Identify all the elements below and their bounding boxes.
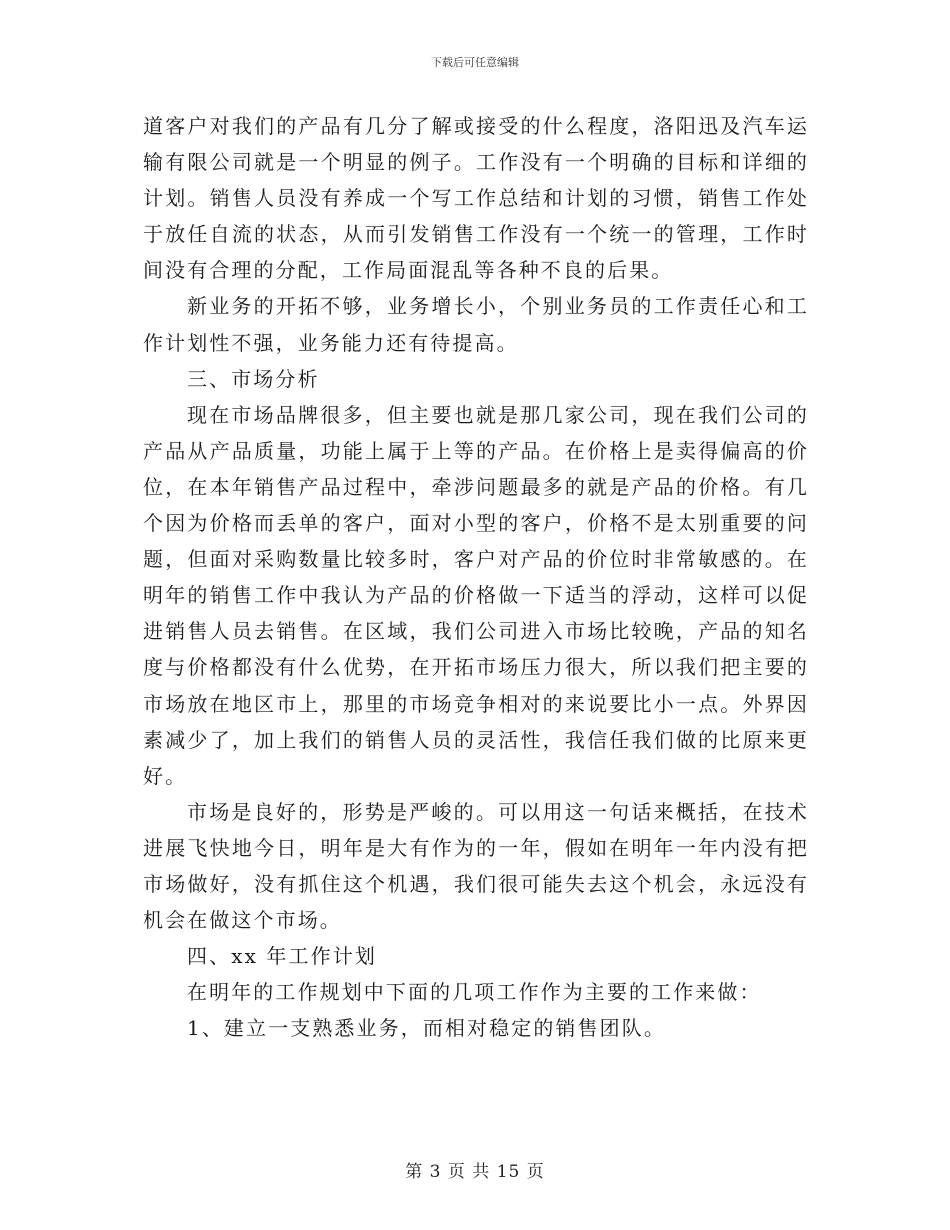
paragraph: 道客户对我们的产品有几分了解或接受的什么程度，洛阳迅及汽车运输有限公司就是一个明显的例子。工作没有一个明确的目标和详细的计划。销售人员没有养成一个写工作总结和计划的习惯，销售工作处于放任自流的状态，从而引发销售工作没有一个统一的管理，工作时间没有合理的分配，工作局面混乱等各种不良的后果。: [143, 114, 809, 283]
page-header: 下载后可任意编辑: [431, 56, 519, 69]
document-body: [143, 108, 809, 1046]
paragraph: 市场是良好的，形势是严峻的。可以用这一句话来概括，在技术进展飞快地今日，明年是大有作为的一年，假如在明年一年内没有把市场做好，没有抓住这个机遇，我们很可能失去这个机会，永远没有机会在做这个市场。: [143, 799, 809, 933]
section-heading: 四、xx 年工作计划: [187, 944, 377, 969]
page-number: 第 3 页 共 15 页: [405, 1162, 545, 1182]
paragraph: 现在市场品牌很多，但主要也就是那几家公司，现在我们公司的产品从产品质量，功能上属于上等的产品。在价格上是卖得偏高的价位，在本年销售产品过程中，牵涉问题最多的就是产品的价格。有几个因为价格而丢单的客户，面对小型的客户，价格不是太别重要的问题，但面对采购数量比较多时，客户对产品的价位时非常敏感的。在明年的销售工作中我认为产品的价格做一下适当的浮动，这样可以促进销售人员去销售。在区域，我们公司进入市场比较晚，产品的知名度与价格都没有什么优势，在开拓市场压力很大，所以我们把主要的市场放在地区市上，那里的市场竞争相对的来说要比小一点。外界因素减少了，加上我们的销售人员的灵活性，我信任我们做的比原来更好。: [143, 402, 809, 788]
section-heading: 三、市场分析: [187, 366, 320, 391]
paragraph: 新业务的开拓不够，业务增长小，个别业务员的工作责任心和工作计划性不强，业务能力还有待提高。: [143, 294, 809, 355]
paragraph: 在明年的工作规划中下面的几项工作作为主要的工作来做：: [187, 980, 762, 1005]
list-item: 1、建立一支熟悉业务，而相对稳定的销售团队。: [187, 1016, 666, 1041]
